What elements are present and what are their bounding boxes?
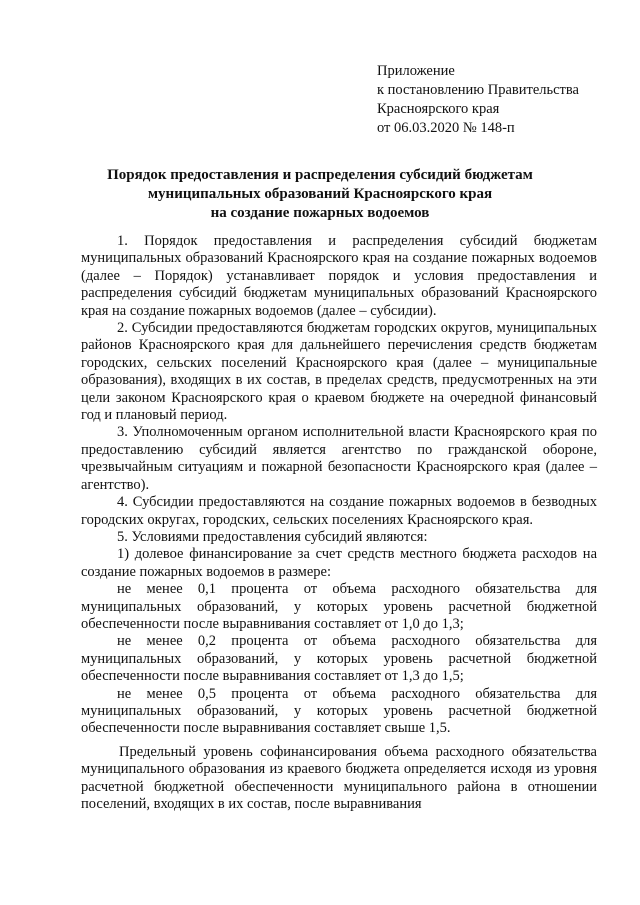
- paragraph-2: 2. Субсидии предоставляются бюджетам городских округов, муниципальных районов Красноярского края для дальнейшего перечисления средств бюджетам городских, сельских поселений Красноярского края (далее – муниципальные образования), входящих в их состав, в пределах средств, предусмотренных на эти цели законом Красноярского края о краевом бюджете на очередной финансовый год и плановый период.: [81, 320, 597, 424]
- title-line: муниципальных образований Красноярского края: [147, 186, 493, 202]
- appendix-header: [377, 62, 579, 138]
- document-body: [81, 233, 597, 813]
- paragraph-4: 4. Субсидии предоставляются на создание пожарных водоемов в безводных городских округах, городских, сельских поселениях Красноярского края.: [81, 494, 597, 528]
- title-line: Порядок предоставления и распределения субсидий бюджетам: [107, 167, 533, 183]
- paragraph-5: 5. Условиями предоставления субсидий являются:: [117, 528, 428, 545]
- appendix-date-line: от 06.03.2020 № 148-п: [377, 120, 515, 136]
- appendix-line: Приложение: [377, 63, 455, 79]
- document-title: [60, 166, 580, 223]
- appendix-line: к постановлению Правительства: [377, 82, 579, 98]
- paragraph-3: 3. Уполномоченным органом исполнительной власти Красноярского края по предоставлению субсидий является агентство по гражданской обороне, чрезвычайным ситуациям и пожарной безопасности Красноярского края (далее – агентство).: [81, 424, 597, 493]
- paragraph-10: Предельный уровень софинансирования объема расходного обязательства муниципального образования из краевого бюджета определяется исходя из уровня расчетной бюджетной обеспеченности муниципального района в отношении поселений, входящих в их состав, после выравнивания: [81, 743, 597, 812]
- appendix-line: Красноярского края: [377, 101, 500, 117]
- paragraph-9: не менее 0,5 процента от объема расходного обязательства для муниципальных образований, у которых уровень расчетной бюджетной обеспеченности после выравнивания составляет свыше 1,5.: [81, 685, 597, 737]
- paragraph-1: 1. Порядок предоставления и распределения субсидий бюджетам муниципальных образований Красноярского края на создание пожарных водоемов (далее – Порядок) устанавливает порядок и условия предоставления и распределения субсидий бюджетам муниципальных образований Красноярского края на создание пожарных водоемов (далее – субсидии).: [81, 233, 597, 319]
- paragraph-6: 1) долевое финансирование за счет средств местного бюджета расходов на создание пожарных водоемов в размере:: [81, 546, 597, 580]
- title-line: на создание пожарных водоемов: [210, 205, 430, 221]
- paragraph-8: не менее 0,2 процента от объема расходного обязательства для муниципальных образований, у которых уровень расчетной бюджетной обеспеченности после выравнивания составляет от 1,3 до 1,5;: [81, 633, 597, 685]
- paragraph-7: не менее 0,1 процента от объема расходного обязательства для муниципальных образований, у которых уровень расчетной бюджетной обеспеченности после выравнивания составляет от 1,0 до 1,3;: [81, 581, 597, 632]
